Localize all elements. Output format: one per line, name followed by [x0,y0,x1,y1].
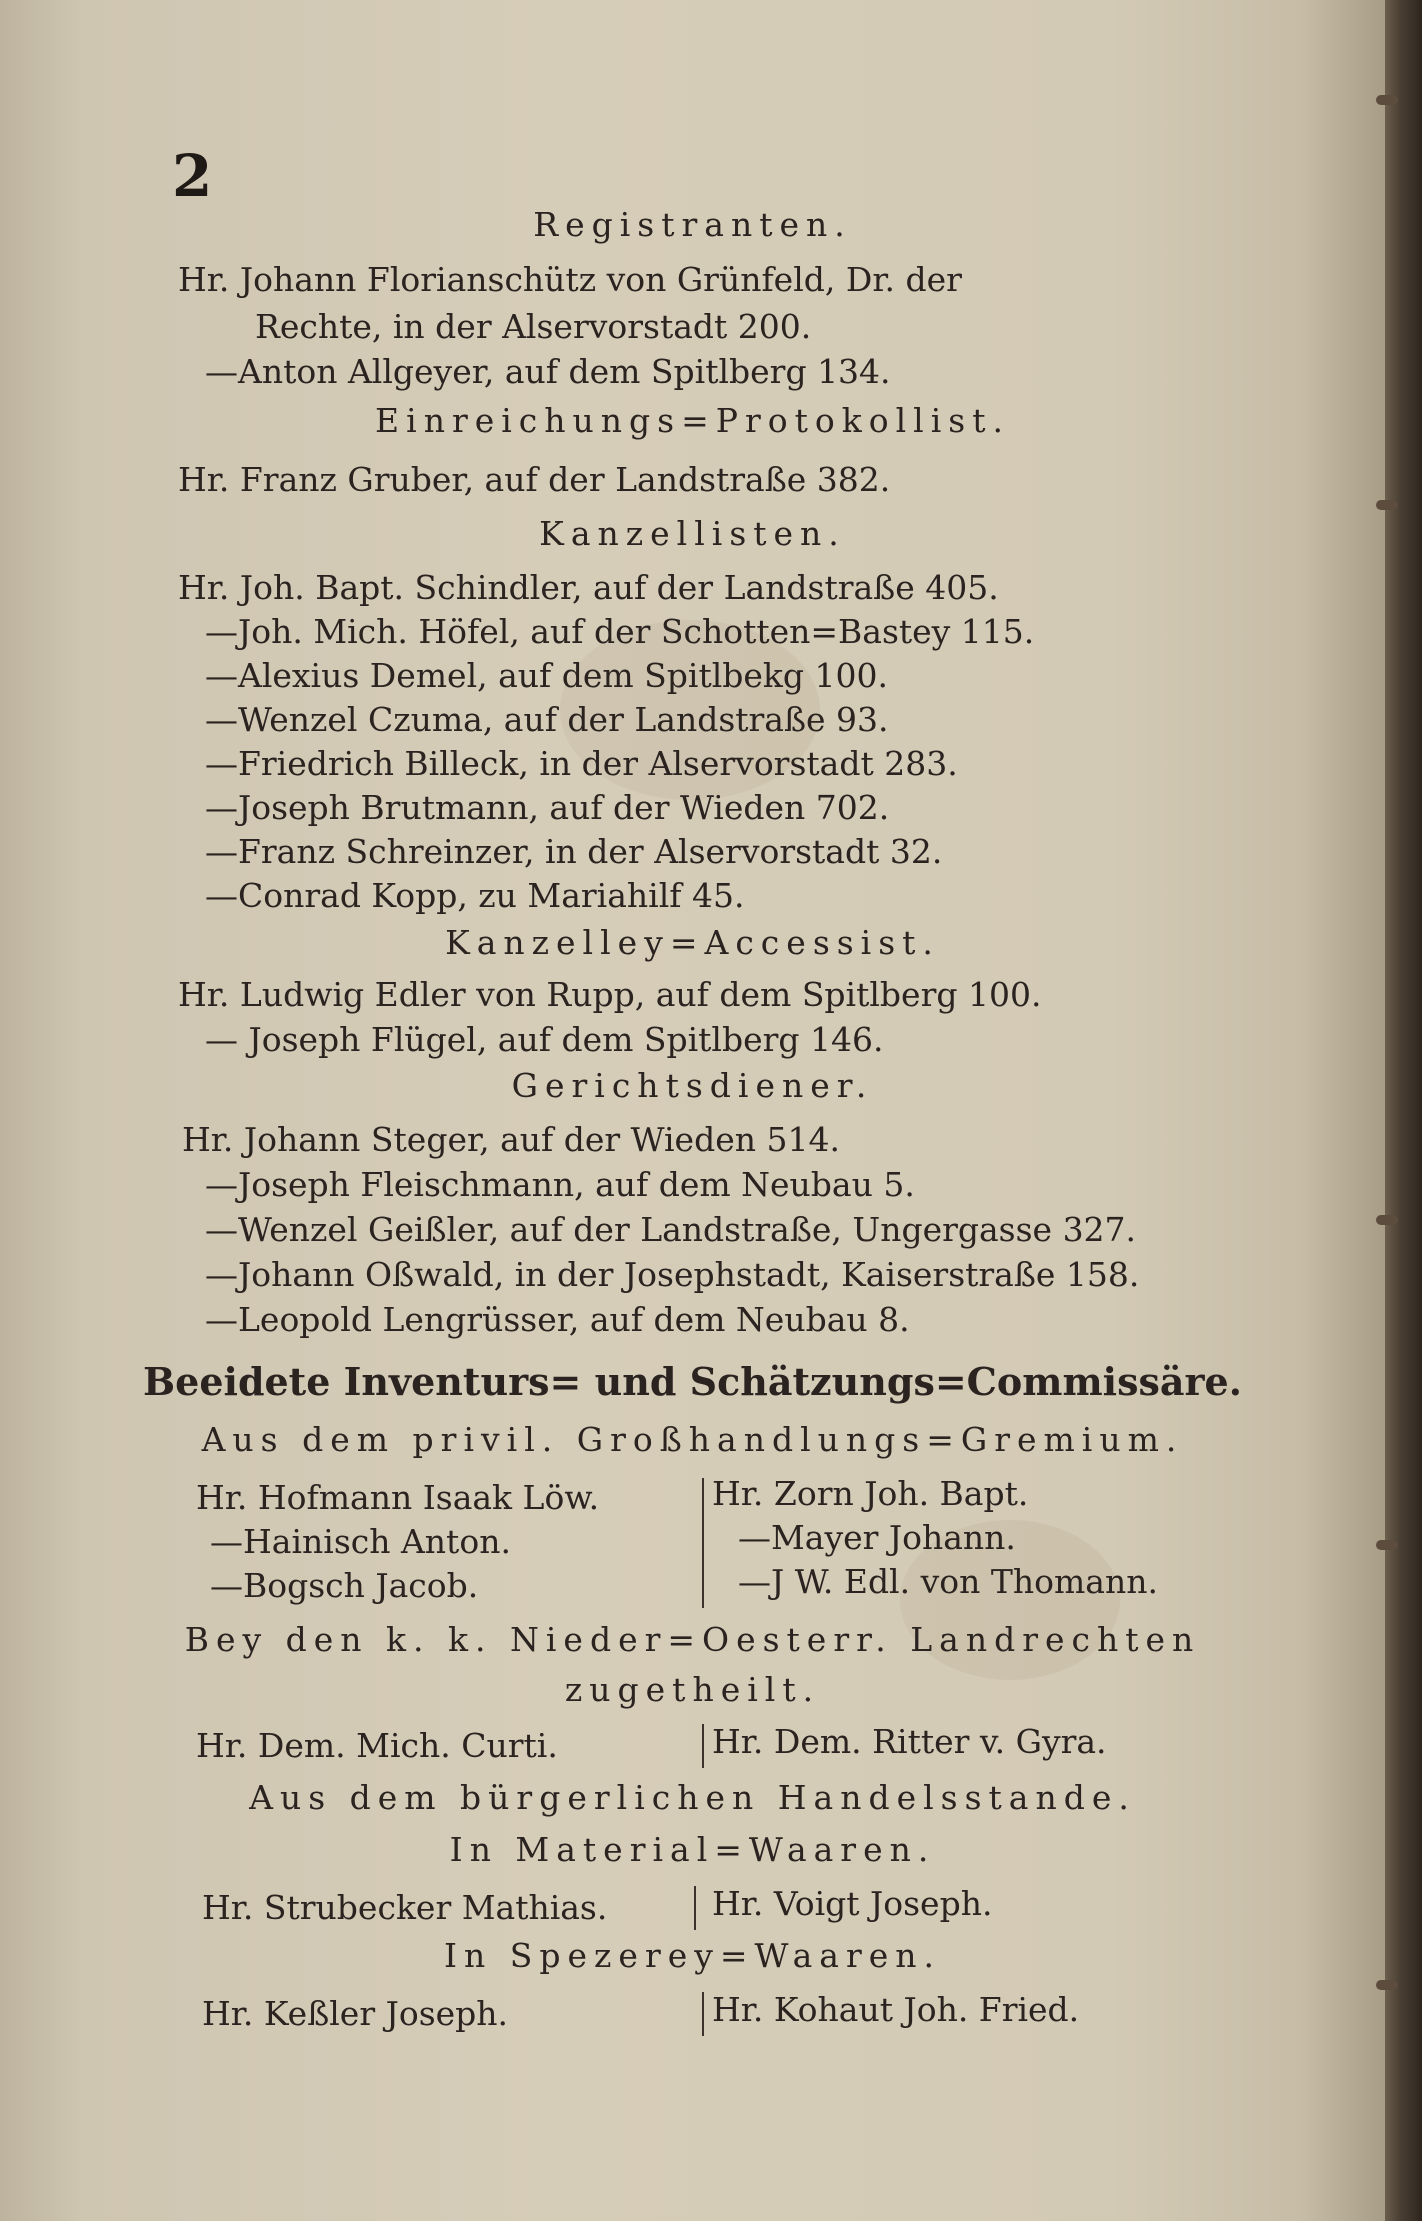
gerichtsdiener-line: —Johann Oßwald, in der Josephstadt, Kaiserstraße 158. [205,1255,1140,1294]
commissaer-left: Hr. Hofmann Isaak Löw. [196,1478,600,1517]
binding-stitch [1376,1215,1398,1225]
kanzellist-line: —Franz Schreinzer, in der Alservorstadt 32. [205,832,943,871]
registrant-line: Hr. Johann Florianschütz von Grünfeld, Dr. der [178,260,962,299]
gerichtsdiener-line: —Wenzel Geißler, auf der Landstraße, Ungergasse 327. [205,1210,1137,1249]
grosshandlung-heading: Aus dem privil. Großhandlungs=Gremium. [201,1420,1184,1459]
binding-stitch [1376,95,1398,105]
column-divider [702,1724,704,1768]
column-divider [702,1992,704,2036]
commissaer-right: Hr. Kohaut Joh. Fried. [712,1990,1080,2029]
gerichtsdiener-heading: Gerichtsdiener. [511,1066,874,1105]
commissaer-left: Hr. Strubecker Mathias. [202,1888,608,1927]
gerichtsdiener-line: —Joseph Fleischmann, auf dem Neubau 5. [205,1165,915,1204]
commissaer-right: —J W. Edl. von Thomann. [738,1562,1158,1601]
handelsstand-heading: Aus dem bürgerlichen Handelsstande. [249,1778,1136,1817]
page-number: 2 [172,142,213,210]
registranten-heading: Registranten. [533,205,852,244]
registrant-line: Rechte, in der Alservorstadt 200. [255,307,812,346]
kanzellist-line: —Joh. Mich. Höfel, auf der Schotten=Bastey 115. [205,612,1035,651]
kanzellist-line: Hr. Joh. Bapt. Schindler, auf der Landstraße 405. [178,568,999,607]
kanzellist-line: —Joseph Brutmann, auf der Wieden 702. [205,788,890,827]
book-spine [1385,0,1422,2221]
material-heading: In Material=Waaren. [449,1830,936,1869]
commissaer-left: Hr. Keßler Joseph. [202,1994,509,2033]
kanzellist-line: —Alexius Demel, auf dem Spitlbekg 100. [205,656,889,695]
binding-stitch [1376,1980,1398,1990]
commissaer-right: Hr. Zorn Joh. Bapt. [712,1474,1029,1513]
protokollist-heading: Einreichungs=Protokollist. [375,401,1010,440]
gerichtsdiener-line: —Leopold Lengrüsser, auf dem Neubau 8. [205,1300,910,1339]
landrechte-heading-2: zugetheilt. [564,1670,821,1709]
commissaer-left: Hr. Dem. Mich. Curti. [196,1726,558,1765]
binding-stitch [1376,1540,1398,1550]
kanzellist-line: —Wenzel Czuma, auf der Landstraße 93. [205,700,889,739]
commissaer-right: Hr. Dem. Ritter v. Gyra. [712,1722,1107,1761]
commissaere-heading: Beeidete Inventurs= und Schätzungs=Commissäre. [143,1359,1242,1404]
commissaer-right: —Mayer Johann. [738,1518,1016,1557]
landrechte-heading: Bey den k. k. Nieder=Oesterr. Landrechten [184,1620,1201,1659]
protokollist-line: Hr. Franz Gruber, auf der Landstraße 382. [178,460,891,499]
accessist-line: Hr. Ludwig Edler von Rupp, auf dem Spitlberg 100. [178,975,1042,1014]
commissaer-left: —Bogsch Jacob. [210,1566,479,1605]
accessist-line: — Joseph Flügel, auf dem Spitlberg 146. [205,1020,884,1059]
registrant-line: —Anton Allgeyer, auf dem Spitlberg 134. [205,352,891,391]
kanzellisten-heading: Kanzellisten. [539,514,846,553]
accessist-heading: Kanzelley=Accessist. [445,923,940,962]
binding-stitch [1376,500,1398,510]
column-divider [694,1886,696,1930]
kanzellist-line: —Friedrich Billeck, in der Alservorstadt 283. [205,744,958,783]
commissaer-left: —Hainisch Anton. [210,1522,511,1561]
column-divider [702,1478,704,1608]
kanzellist-line: —Conrad Kopp, zu Mariahilf 45. [205,876,745,915]
gerichtsdiener-line: Hr. Johann Steger, auf der Wieden 514. [182,1120,840,1159]
commissaer-right: Hr. Voigt Joseph. [712,1884,993,1923]
spezerey-heading: In Spezerey=Waaren. [444,1936,941,1975]
